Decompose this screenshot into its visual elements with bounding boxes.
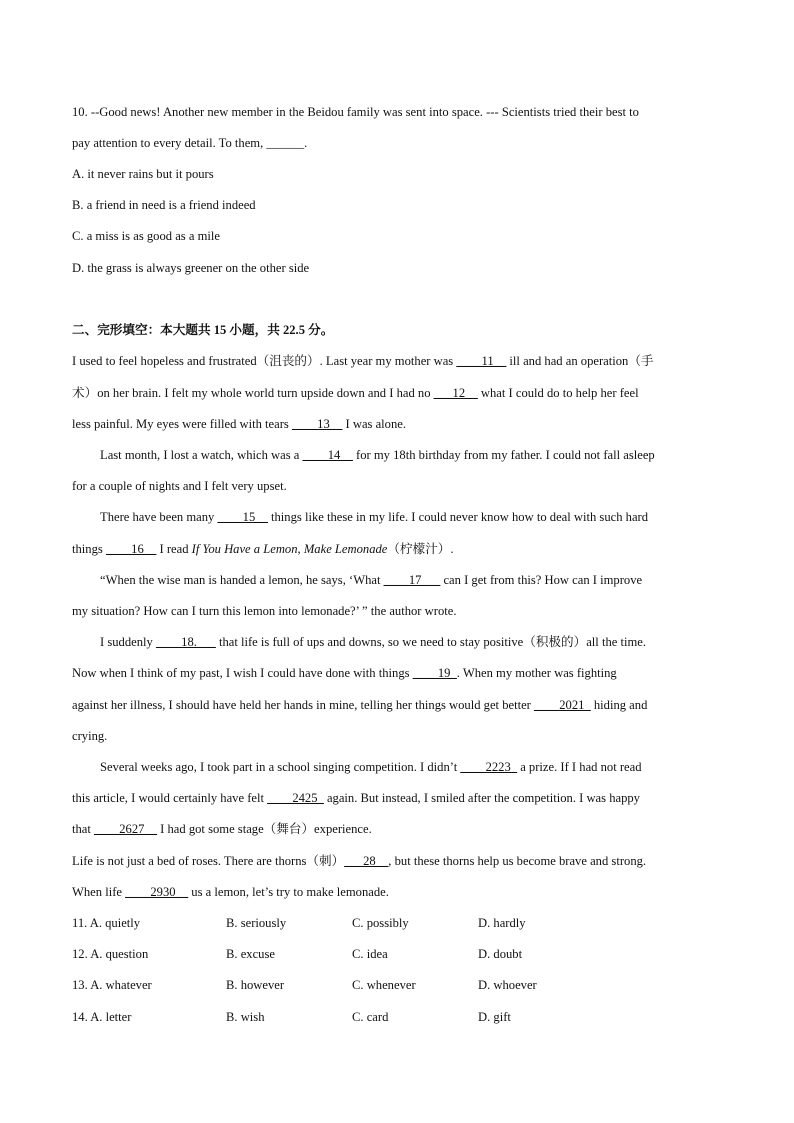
- text: 术）on her brain. I felt my whole world turn upside down and I had no: [72, 386, 434, 400]
- option-13-d: D. whoever: [478, 978, 537, 992]
- section-count: 15: [213, 323, 227, 337]
- passage-line: [72, 697, 647, 713]
- text: I was alone.: [342, 417, 407, 431]
- section-score: 22.5: [282, 323, 305, 337]
- q10-option-d: D. the grass is always greener on the other side: [72, 261, 310, 275]
- blank-24-25: ____2425_: [267, 791, 324, 805]
- option-13-a: 13. A. whatever: [72, 978, 152, 992]
- text: us a lemon, let’s try to make lemonade.: [188, 885, 389, 899]
- text: “When the wise man is handed a lemon, he says, ‘What: [100, 573, 384, 587]
- blank-15: ____15__: [217, 510, 268, 524]
- text: I read: [156, 542, 192, 556]
- option-11-b: B. seriously: [226, 916, 287, 930]
- blank-12: ___12__: [433, 386, 478, 400]
- text: that: [72, 822, 95, 836]
- text: again. But instead, I smiled after the competition. I was happy: [323, 791, 640, 805]
- option-14-d: D. gift: [478, 1010, 511, 1024]
- text: this article, I would certainly have felt: [72, 791, 268, 805]
- section-suffix: 分。: [305, 323, 334, 337]
- text: Last month, I lost a watch, which was a: [100, 448, 303, 462]
- text: ill and had an operation（手: [506, 354, 654, 368]
- option-14-b: B. wish: [226, 1010, 265, 1024]
- text: Life is not just a bed of roses. There are thorns（刺）: [72, 854, 345, 868]
- q10-option-c: C. a miss is as good as a mile: [72, 229, 220, 243]
- text: for my 18th birthday from my father. I could not fall asleep: [352, 448, 655, 462]
- section-heading: [72, 322, 333, 338]
- blank-11: ____11__: [456, 354, 507, 368]
- section-prefix: 二、完形填空：本大题共: [72, 323, 214, 337]
- passage-line: [72, 853, 646, 869]
- text: I suddenly: [100, 635, 156, 649]
- option-13-b: B. however: [226, 978, 285, 992]
- passage-line: [100, 509, 648, 525]
- text: . When my mother was fighting: [456, 666, 617, 680]
- blank-14: ____14__: [302, 448, 353, 462]
- text: a prize. If I had not read: [517, 760, 642, 774]
- passage-line: my situation? How can I turn this lemon into lemonade?’ ” the author wrote.: [72, 604, 457, 618]
- passage-line: [72, 790, 640, 806]
- passage-line: [72, 385, 639, 401]
- passage-line: [72, 416, 406, 432]
- blank-13: ____13__: [291, 417, 343, 431]
- blank-28: ___28__: [344, 854, 389, 868]
- blank-18: ____18.___: [155, 635, 216, 649]
- text: Several weeks ago, I took part in a school singing competition. I didn’t: [100, 760, 461, 774]
- blank-26-27: ____2627__: [94, 822, 158, 836]
- option-13-c: C. whenever: [352, 978, 416, 992]
- q10-option-a: A. it never rains but it pours: [72, 167, 214, 181]
- text: There have been many: [100, 510, 218, 524]
- blank-17: ____17___: [383, 573, 441, 587]
- passage-line: crying.: [72, 729, 108, 743]
- blank-22-23: ____2223_: [460, 760, 518, 774]
- section-mid: 小题，共: [226, 323, 283, 337]
- text: hiding and: [590, 698, 648, 712]
- text: Now when I think of my past, I wish I could have done with things: [72, 666, 413, 680]
- blank-20-21: ____2021_: [534, 698, 591, 712]
- option-14-a: 14. A. letter: [72, 1010, 132, 1024]
- q10-stem-line1: 10. --Good news! Another new member in the Beidou family was sent into space. --- Scientists tried their best to: [72, 105, 639, 119]
- q10-option-b: B. a friend in need is a friend indeed: [72, 198, 256, 212]
- passage-line: for a couple of nights and I felt very upset.: [72, 479, 287, 493]
- blank-16: ____16__: [105, 542, 157, 556]
- text: I had got some stage（舞台）experience.: [157, 822, 372, 836]
- text: things: [72, 542, 106, 556]
- option-12-c: C. idea: [352, 947, 388, 961]
- text: , but these thorns help us become brave and strong.: [388, 854, 647, 868]
- text: that life is full of ups and downs, so we need to stay positive（积极的）all the time.: [215, 635, 647, 649]
- option-11-d: D. hardly: [478, 916, 526, 930]
- book-title: If You Have a Lemon, Make Lemonade: [191, 542, 388, 556]
- option-11-c: C. possibly: [352, 916, 409, 930]
- text: less painful. My eyes were filled with tears: [72, 417, 292, 431]
- text: things like these in my life. I could never know how to deal with such hard: [267, 510, 649, 524]
- passage-line: [72, 665, 617, 681]
- passage-line: [72, 541, 454, 557]
- passage-line: [100, 759, 642, 775]
- text: （柠檬汁）.: [387, 542, 454, 556]
- blank-19: ____19_: [412, 666, 457, 680]
- text: what I could do to help her feel: [477, 386, 639, 400]
- passage-line: [72, 353, 654, 369]
- text: I used to feel hopeless and frustrated（沮丧的）. Last year my mother was: [72, 354, 457, 368]
- option-14-c: C. card: [352, 1010, 389, 1024]
- passage-line: [72, 884, 389, 900]
- option-12-d: D. doubt: [478, 947, 523, 961]
- text: When life: [72, 885, 126, 899]
- option-11-a: 11. A. quietly: [72, 916, 141, 930]
- text: against her illness, I should have held her hands in mine, telling her things would get better: [72, 698, 535, 712]
- option-12-b: B. excuse: [226, 947, 275, 961]
- passage-line: [72, 821, 372, 837]
- q10-stem-line2: pay attention to every detail. To them, ______.: [72, 136, 308, 150]
- passage-line: [100, 572, 642, 588]
- passage-line: [100, 634, 646, 650]
- option-12-a: 12. A. question: [72, 947, 149, 961]
- passage-line: [100, 447, 655, 463]
- blank-29-30: ____2930__: [125, 885, 189, 899]
- text: can I get from this? How can I improve: [440, 573, 643, 587]
